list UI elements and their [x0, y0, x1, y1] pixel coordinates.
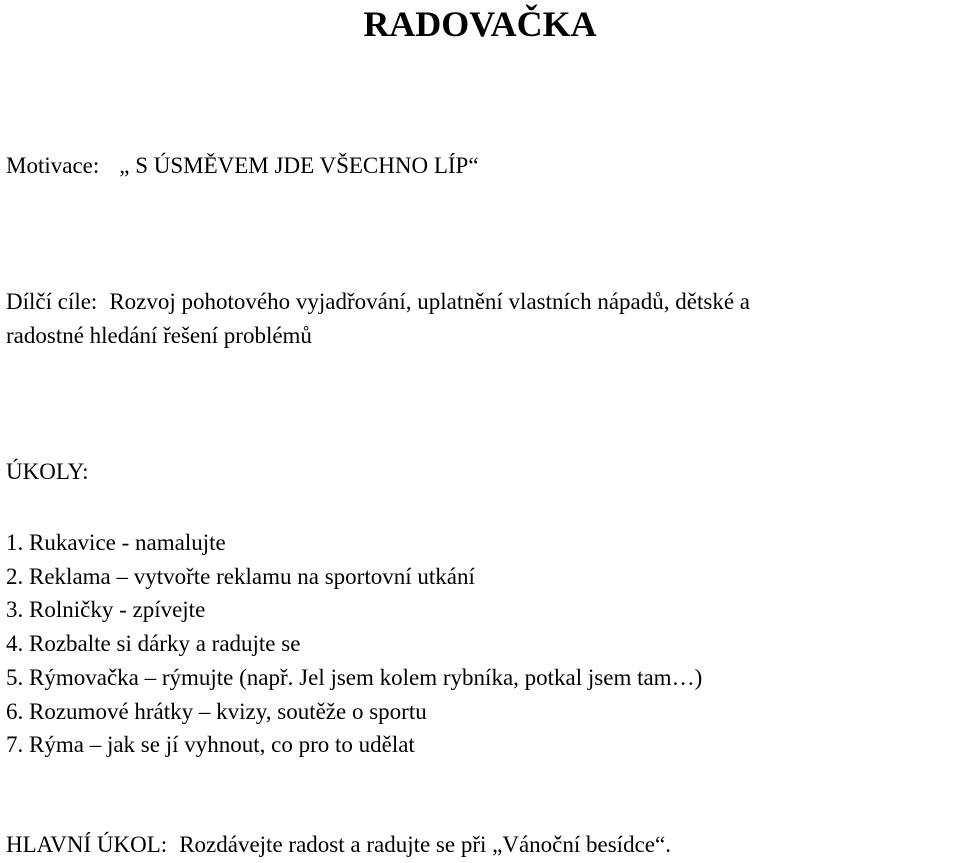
main-task-label: HLAVNÍ ÚKOL: [6, 832, 168, 857]
task-item: 3. Rolničky - zpívejte [6, 597, 206, 623]
motivation-text: „ S ÚSMĚVEM JDE VŠECHNO LÍP“ [119, 153, 479, 178]
main-task-text: Rozdávejte radost a radujte se při „Vánoční besídce“. [179, 832, 671, 857]
goals-line [6, 288, 750, 316]
task-item: 7. Rýma – jak se jí vyhnout, co pro to udělat [6, 732, 415, 758]
goals-text-line2: radostné hledání řešení problémů [6, 323, 312, 348]
goals-text-line1: Rozvoj pohotového vyjadřování, uplatnění vlastních nápadů, dětské a [109, 289, 750, 314]
task-item: 6. Rozumové hrátky – kvizy, soutěže o sportu [6, 698, 427, 724]
task-list [6, 526, 702, 762]
motivation-line [6, 152, 479, 180]
task-item: 5. Rýmovačka – rýmujte (např. Jel jsem kolem rybníka, potkal jsem tam…) [6, 664, 703, 690]
goals-label: Dílčí cíle: [6, 289, 98, 314]
main-task-line [6, 831, 671, 859]
motivation-label: Motivace: [6, 153, 100, 178]
task-item: 4. Rozbalte si dárky a radujte se [6, 631, 301, 657]
task-item: 2. Reklama – vytvořte reklamu na sportovní utkání [6, 563, 475, 589]
task-item: 1. Rukavice - namalujte [6, 530, 226, 555]
tasks-heading: ÚKOLY: [6, 459, 89, 484]
page-title: RADOVAČKA [363, 4, 597, 44]
